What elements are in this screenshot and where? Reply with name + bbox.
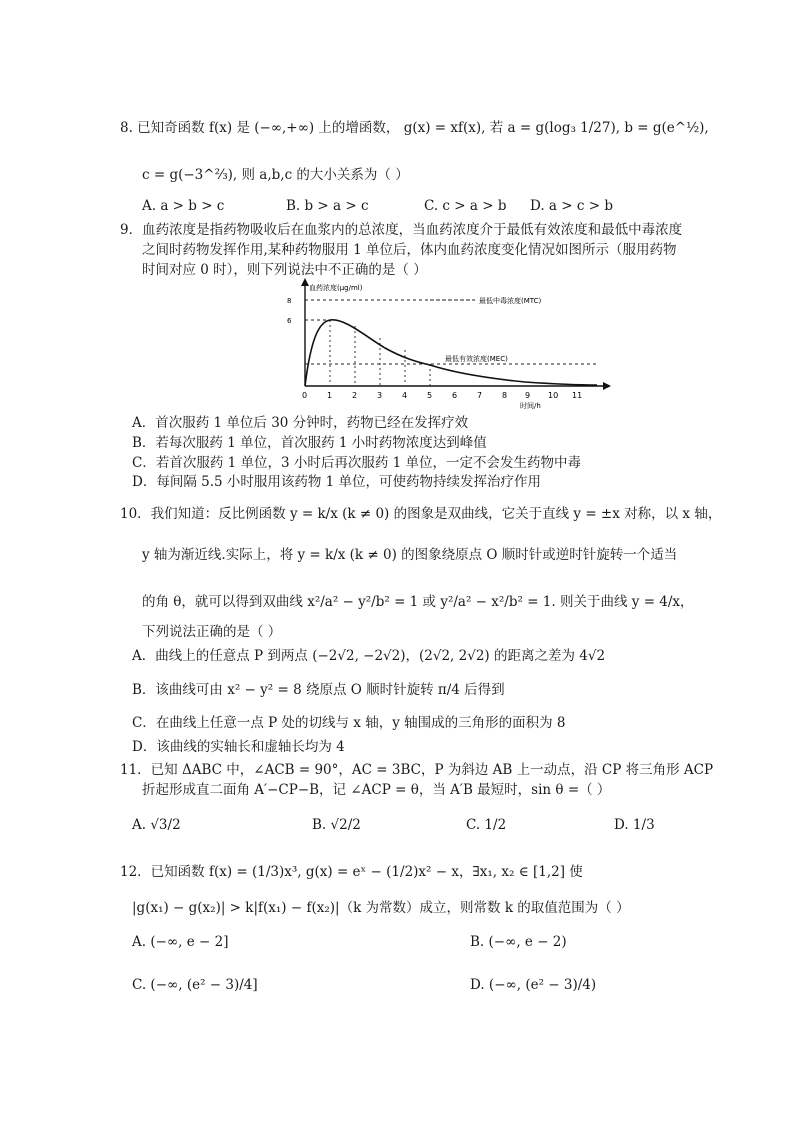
svg-text:8: 8 bbox=[502, 391, 508, 400]
q11-stem-line1: 11．已知 ΔABC 中，∠ACB = 90°，AC = 3BC，P 为斜边 AB 上一动点，沿 CP 将三角形 ACP bbox=[120, 762, 714, 778]
q10-option-b: B．该曲线可由 x² − y² = 8 绕原点 O 顺时针旋转 π/4 后得到 bbox=[132, 682, 505, 698]
mec-label: 最低有效浓度(MEC) bbox=[445, 355, 508, 363]
svg-text:3: 3 bbox=[377, 391, 383, 400]
q12-option-c: C. (−∞, (e² − 3)/4] bbox=[132, 977, 258, 993]
svg-text:9: 9 bbox=[525, 391, 531, 400]
q11-option-d: D. 1/3 bbox=[614, 817, 655, 833]
drug-concentration-graph bbox=[285, 278, 615, 410]
svg-text:1: 1 bbox=[327, 391, 333, 400]
q9-stem-line1: 9．血药浓度是指药物吸收后在血浆内的总浓度，当血药浓度介于最低有效浓度和最低中毒浓度 bbox=[120, 222, 683, 238]
svg-text:5: 5 bbox=[427, 391, 433, 400]
q9-option-b: B．若每次服药 1 单位，首次服药 1 小时药物浓度达到峰值 bbox=[132, 435, 487, 451]
y-tick-mtc: 8 bbox=[287, 297, 292, 305]
y-tick-peak: 6 bbox=[287, 317, 292, 325]
q10-stem-line4: 下列说法正确的是（ ） bbox=[142, 624, 282, 640]
q11-stem-line2: 折起形成直二面角 A′−CP−B，记 ∠ACP = θ，当 A′B 最短时，sin θ =（ ） bbox=[142, 782, 611, 798]
q9-option-d: D．每间隔 5.5 小时服用该药物 1 单位，可使药物持续发挥治疗作用 bbox=[132, 474, 542, 490]
q8-stem-line1: 8. 已知奇函数 f(x) 是 (−∞,+∞) 上的增函数， g(x) = xf(x), 若 a = g(log₃ 1/27), b = g(e^½), bbox=[120, 120, 709, 136]
x-axis-label: 时间/h bbox=[520, 402, 541, 410]
x-axis-arrow bbox=[603, 382, 611, 390]
q10-option-d: D．该曲线的实轴长和虚轴长均为 4 bbox=[132, 739, 345, 755]
q10-stem-line3: 的角 θ，就可以得到双曲线 x²/a² − y²/b² = 1 或 y²/a² − x²/b² = 1. 则关于曲线 y = 4/x， bbox=[142, 594, 694, 610]
q8-option-a: A. a > b > c bbox=[142, 198, 225, 214]
q10-option-c: C．在曲线上任意一点 P 处的切线与 x 轴，y 轴围成的三角形的面积为 8 bbox=[132, 715, 566, 731]
q12-option-d: D. (−∞, (e² − 3)/4) bbox=[470, 977, 597, 993]
q8-option-c: C. c > a > b bbox=[424, 198, 507, 214]
q11-option-b: B. √2/2 bbox=[312, 817, 361, 833]
q10-option-a: A．曲线上的任意点 P 到两点 (−2√2, −2√2)，(2√2, 2√2) 的距离之差为 4√2 bbox=[132, 648, 606, 664]
q12-option-a: A. (−∞, e − 2] bbox=[132, 934, 229, 950]
tick-guides bbox=[330, 320, 430, 386]
q9-option-a: A．首次服药 1 单位后 30 分钟时，药物已经在发挥疗效 bbox=[132, 415, 469, 431]
svg-text:0: 0 bbox=[302, 391, 308, 400]
q9-option-c: C．若首次服药 1 单位，3 小时后再次服药 1 单位，一定不会发生药物中毒 bbox=[132, 455, 582, 471]
svg-text:7: 7 bbox=[477, 391, 483, 400]
x-tick-labels bbox=[302, 391, 582, 400]
svg-text:6: 6 bbox=[452, 391, 458, 400]
q12-option-b: B. (−∞, e − 2) bbox=[470, 934, 567, 950]
svg-text:10: 10 bbox=[548, 391, 559, 400]
concentration-curve bbox=[305, 320, 597, 386]
q9-stem-line3: 时间对应 0 时），则下列说法中不正确的是（ ） bbox=[142, 262, 427, 278]
y-axis-arrow bbox=[301, 278, 309, 286]
svg-text:4: 4 bbox=[402, 391, 408, 400]
q8-option-d: D. a > c > b bbox=[530, 198, 613, 214]
q12-stem-line1: 12．已知函数 f(x) = (1/3)x³, g(x) = eˣ − (1/2)x² − x，∃x₁, x₂ ∈ [1,2] 使 bbox=[120, 864, 583, 880]
svg-text:11: 11 bbox=[572, 391, 583, 400]
q11-option-c: C. 1/2 bbox=[466, 817, 507, 833]
mtc-label: 最低中毒浓度(MTC) bbox=[479, 297, 542, 305]
q11-option-a: A. √3/2 bbox=[132, 817, 181, 833]
q8-option-b: B. b > a > c bbox=[286, 198, 369, 214]
q12-stem-line2: |g(x₁) − g(x₂)| > k|f(x₁) − f(x₂)|（k 为常数）成立，则常数 k 的取值范围为（ ） bbox=[132, 900, 630, 916]
q8-stem-line2: c = g(−3^⅔), 则 a,b,c 的大小关系为（ ） bbox=[142, 167, 409, 183]
q9-stem-line2: 之间时药物发挥作用,某种药物服用 1 单位后，体内血药浓度变化情况如图所示（服用药物 bbox=[142, 242, 677, 258]
q10-stem-line2: y 轴为渐近线.实际上，将 y = k/x (k ≠ 0) 的图象绕原点 O 顺时针或逆时针旋转一个适当 bbox=[142, 547, 678, 563]
svg-text:2: 2 bbox=[352, 391, 358, 400]
y-axis-label: 血药浓度(μg/ml) bbox=[309, 284, 363, 292]
q10-stem-line1: 10．我们知道：反比例函数 y = k/x (k ≠ 0) 的图象是双曲线，它关于直线 y = ±x 对称，以 x 轴， bbox=[120, 506, 722, 522]
